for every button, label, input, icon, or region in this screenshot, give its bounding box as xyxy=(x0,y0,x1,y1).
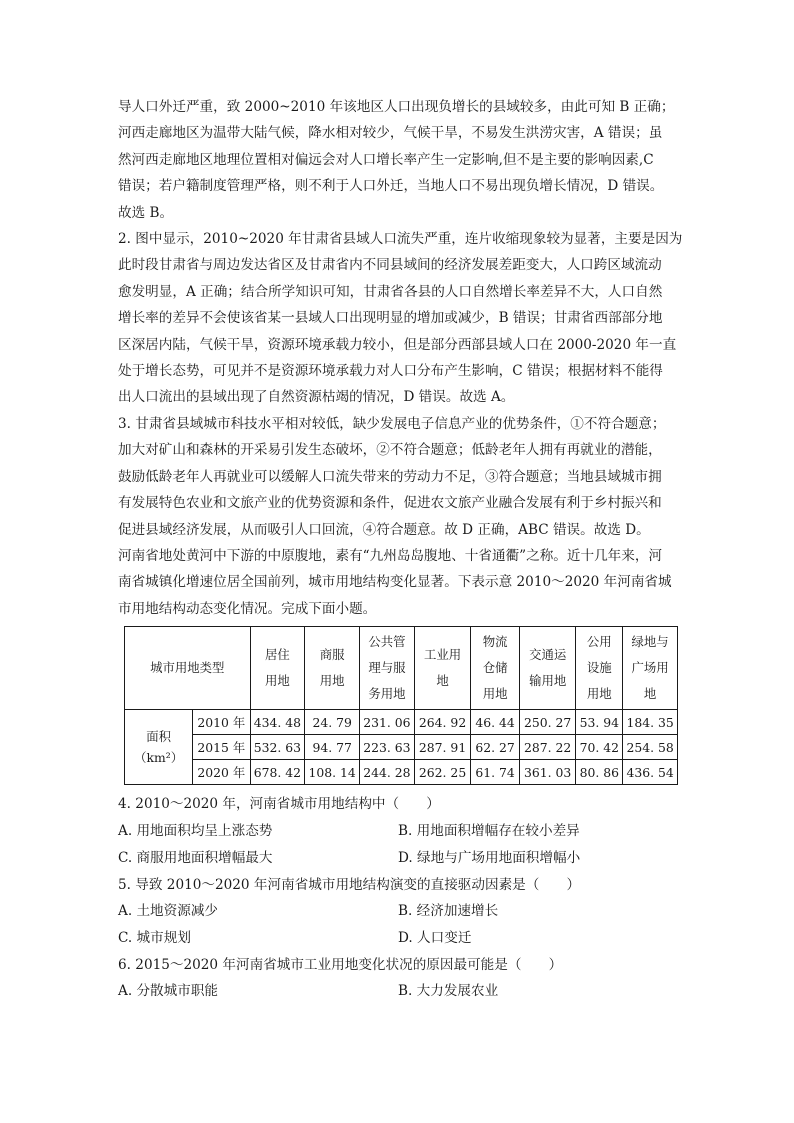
text-line: 有发展特色农业和文旅产业的优势资源和条件，促进农文旅产业融合发展有利于乡村振兴和 xyxy=(118,495,662,512)
text-line: 南省城镇化增速位居全国前列，城市用地结构变化显著。下表示意 2010～2020 年河南省城 xyxy=(118,574,672,591)
table-cell: 434. 48 xyxy=(250,710,305,735)
text-line: 促进县域经济发展，从而吸引人口回流，④符合题意。故 D 正确，ABC 错误。故选 D。 xyxy=(118,521,650,538)
text-line: 区深居内陆，气候干旱，资源环境承载力较小，但是部分西部县域人口在 2000-2020 年一直 xyxy=(118,336,677,353)
text-line: 2. 图中显示，2010~2020 年甘肃省县域人口流失严重，连片收缩现象较为显著，主要是因为 xyxy=(118,231,683,248)
table-row xyxy=(125,710,678,735)
table-cell: 80. 86 xyxy=(576,760,623,785)
question-6-stem: 6. 2015～2020 年河南省城市工业用地变化状况的原因最可能是（ ） xyxy=(118,956,563,973)
text-line: 河西走廊地区为温带大陆气候，降水相对较少，气候干旱，不易发生洪涝灾害，A 错误；虽 xyxy=(118,125,663,142)
table-cell: 250. 27 xyxy=(519,710,576,735)
text-line: 错误；若户籍制度管理严格，则不利于人口外迁，当地人口不易出现负增长情况，D 错误。 xyxy=(118,178,664,195)
option-a: A. 土地资源减少 xyxy=(118,902,219,919)
table-row xyxy=(125,760,678,785)
explanation-2 xyxy=(118,226,683,411)
option-d: D. 绿地与广场用地面积增幅小 xyxy=(398,849,581,866)
land-use-table xyxy=(124,626,678,785)
material-intro xyxy=(118,543,678,622)
table-cell: 184. 35 xyxy=(623,710,678,735)
table-cell: 53. 94 xyxy=(576,710,623,735)
header-public-service: 公共管 理与服 务用地 xyxy=(360,627,415,710)
table-cell: 231. 06 xyxy=(360,710,415,735)
table-cell: 108. 14 xyxy=(305,760,360,785)
option-c: C. 城市规划 xyxy=(118,929,191,946)
table-cell: 361. 03 xyxy=(519,760,576,785)
text-line: 加大对矿山和森林的开采易引发生态破坏，②不符合题意；低龄老年人拥有再就业的潜能， xyxy=(118,442,662,459)
year-cell: 2010 年 xyxy=(193,710,250,735)
table-cell: 62. 27 xyxy=(471,735,520,760)
table-row xyxy=(125,735,678,760)
table-cell: 223. 63 xyxy=(360,735,415,760)
table-cell: 244. 28 xyxy=(360,760,415,785)
option-a: A. 用地面积均呈上涨态势 xyxy=(118,822,273,839)
table-cell: 287. 22 xyxy=(519,735,576,760)
text-line: 3. 甘肃省县域城市科技水平相对较低，缺少发展电子信息产业的优势条件，①不符合题意； xyxy=(118,415,666,432)
text-line: 故选 B。 xyxy=(118,204,174,221)
table-corner-cell: 城市用地类型 xyxy=(125,627,251,710)
option-a: A. 分散城市职能 xyxy=(118,983,219,1000)
text-line: 出人口流出的县域出现了自然资源枯竭的情况，D 错误。故选 A。 xyxy=(118,389,515,406)
table-cell: 532. 63 xyxy=(250,735,305,760)
question-5-stem: 5. 导致 2010～2020 年河南省城市用地结构演变的直接驱动因素是（ ） xyxy=(118,876,581,893)
text-line: 愈发明显，A 正确；结合所学知识可知，甘肃省各县的人口自然增长率差异不大，人口自然 xyxy=(118,283,663,300)
text-line: 鼓励低龄老年人再就业可以缓解人口流失带来的劳动力不足，③符合题意；当地县域城市拥 xyxy=(118,468,662,485)
header-commercial: 商服 用地 xyxy=(305,627,360,710)
table-cell: 436. 54 xyxy=(623,760,678,785)
table-cell: 70. 42 xyxy=(576,735,623,760)
area-label-cell: 面积 （km²） xyxy=(125,710,193,785)
table-cell: 24. 79 xyxy=(305,710,360,735)
option-c: C. 商服用地面积增幅最大 xyxy=(118,849,273,866)
table-cell: 678. 42 xyxy=(250,760,305,785)
document-page xyxy=(118,94,683,1005)
option-b: B. 经济加速增长 xyxy=(398,902,499,919)
text-line: 市用地结构动态变化情况。完成下面小题。 xyxy=(118,600,377,617)
text-line: 增长率的差异不会使该省某一县域人口出现明显的增加或减少，B 错误；甘肃省西部部分地 xyxy=(118,310,663,327)
option-b: B. 用地面积增幅存在较小差异 xyxy=(398,822,580,839)
table-cell: 61. 74 xyxy=(471,760,520,785)
option-d: D. 人口变迁 xyxy=(398,929,472,946)
table-cell: 46. 44 xyxy=(471,710,520,735)
header-utilities: 公用 设施 用地 xyxy=(576,627,623,710)
year-cell: 2015 年 xyxy=(193,735,250,760)
table-cell: 262. 25 xyxy=(414,760,471,785)
text-line: 河南省地处黄河中下游的中原腹地，素有“九州岛岛腹地、十省通衢”之称。近十几年来，河 xyxy=(118,547,663,564)
header-logistics: 物流 仓储 用地 xyxy=(471,627,520,710)
question-4-options-row-2 xyxy=(118,845,678,872)
header-green-space: 绿地与 广场用 地 xyxy=(623,627,678,710)
explanation-1 xyxy=(118,94,678,226)
question-5-options-row-1 xyxy=(118,898,678,925)
question-6-options-row-1 xyxy=(118,978,678,1005)
text-line: 导人口外迁严重，致 2000~2010 年该地区人口出现负增长的县域较多，由此可知 B 正确； xyxy=(118,99,675,115)
header-industrial: 工业用 地 xyxy=(414,627,471,710)
table-header-row xyxy=(125,627,678,710)
year-cell: 2020 年 xyxy=(193,760,250,785)
question-4-stem: 4. 2010～2020 年，河南省城市用地结构中（ ） xyxy=(118,796,440,813)
header-transport: 交通运 输用地 xyxy=(519,627,576,710)
option-b: B. 大力发展农业 xyxy=(398,983,499,1000)
table-cell: 254. 58 xyxy=(623,735,678,760)
table-cell: 94. 77 xyxy=(305,735,360,760)
table-cell: 287. 91 xyxy=(414,735,471,760)
header-residential: 居住 用地 xyxy=(250,627,305,710)
text-line: 此时段甘肃省与周边发达省区及甘肃省内不同县域间的经济发展差距变大，人口跨区域流动 xyxy=(118,257,662,274)
question-4-options-row-1 xyxy=(118,818,678,845)
question-5-options-row-2 xyxy=(118,925,678,952)
text-line: 然河西走廊地区地理位置相对偏远会对人口增长率产生一定影响,但不是主要的影响因素,C xyxy=(118,151,654,168)
table-cell: 264. 92 xyxy=(414,710,471,735)
text-line: 处于增长态势，可见并不是资源环境承载力对人口分布产生影响，C 错误；根据材料不能得 xyxy=(118,363,663,380)
explanation-3 xyxy=(118,411,678,543)
